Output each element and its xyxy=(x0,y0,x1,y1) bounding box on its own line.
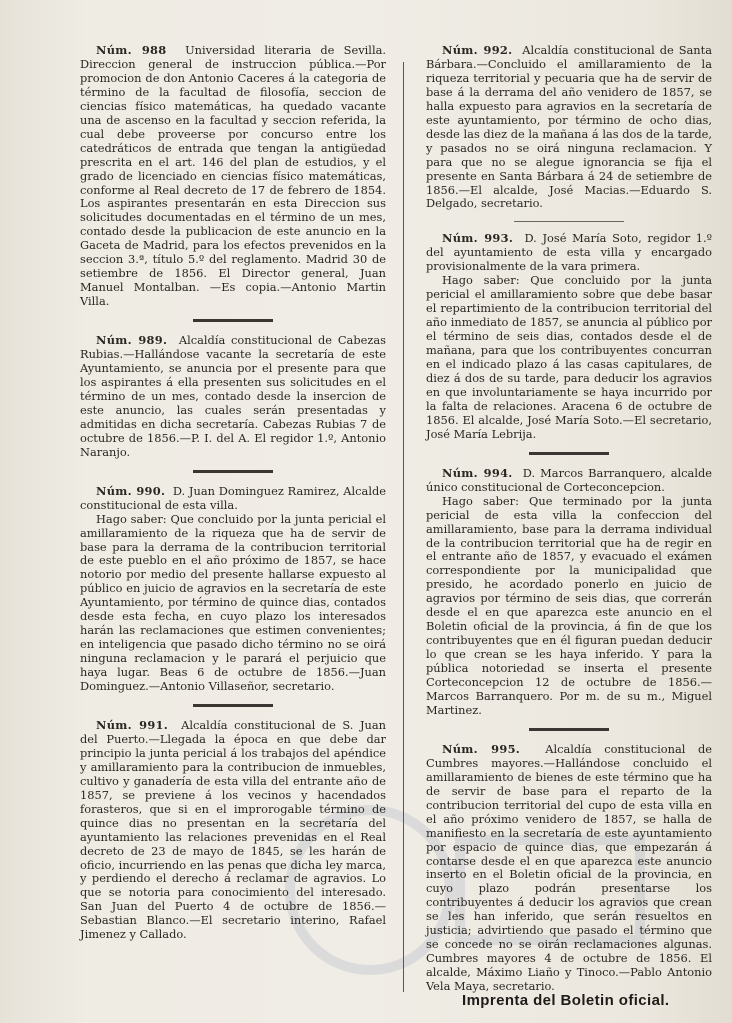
notice-text: Hago saber: Que concluido por la junta pericial el amillaramiento sobre que debe basar el repartimiento de la contribucion territorial del año inmediato de 1857, se anuncia al público por el término de seis dias, contados desde el de mañana, para que los contribuyentes concurran en el indicado plazo á las casas capitulares, de diez á dos de su tarde, para deducir los agravios en que involuntariamente se haya incurrido por la falta de relaciones. Aracena 6 de octubre de 1856. El alcalde, José María Soto.—El secretario, José María Lebrija. xyxy=(426,273,712,441)
separator-rule xyxy=(193,319,273,322)
notice-989 xyxy=(80,334,386,460)
notice-heading: D. Marcos Barranquero, alcalde único constitucional de Corteconcepcion. xyxy=(426,465,712,494)
notice-text: Hago saber: Que concluido por la junta pericial el amillaramiento de la riqueza que ha de servir de base para la derrama de la contribucion territorial de este pueblo en el año próximo de 1857, se hace notorio por medio del presente hallarse expuesto al público en juicio de agravios en la secretaría de este Ayuntamiento, por término de quince dias, contados desde esta fecha, en cuyo plazo los interesados harán las reclamaciones que estimen convenientes; en inteligencia que pasado dicho término no se oirá ninguna reclamacion y le parará el perjuicio que haya lugar. Beas 6 de octubre de 1856.—Juan Dominguez.—Antonio Villaseñor, secretario. xyxy=(80,511,386,694)
notice-number: Núm. 992. xyxy=(442,43,513,57)
notice-993 xyxy=(426,232,712,441)
notice-number: Núm. 991. xyxy=(96,717,169,732)
notice-number: Núm. 990. xyxy=(96,483,166,498)
separator-rule xyxy=(193,470,273,473)
notice-text: Alcaldía constitucional de S. Juan del Puerto.—Llegada la época en que debe dar principio la junta pericial á los trabajos del apéndice y amillaramiento para la contribucion de inmuebles, cultivo y ganadería de esta villa del entrante año de 1857, se previene á los vecinos y hacendados forasteros, que si en el improrogable término de quince dias no presentan en la secretaría del ayuntamiento las relaciones prevenidas en el Real decreto de 23 de mayo de 1845, se les harán de oficio, incurriendo en las penas que dicha ley marca, y perdiendo el derecho á reclamar de agravios. Lo que se notoria para conocimiento del interesado. San Juan del Puerto 4 de octubre de 1856.—Sebastian Blanco.—El secretario interino, Rafael Jimenez y Callado. xyxy=(80,717,386,942)
notice-text: Alcaldía constitucional de Cabezas Rubias.—Hallándose vacante la secretaría de este Ayuntamiento, se anuncia por el presente para que los aspirantes á ella presenten sus solicitudes en el término de un mes, contado desde la insercion de este anuncio, las cuales serán presentadas y admitidas en dicha secretaría. Cabezas Rubias 7 de octubre de 1856.—P. I. del A. El regidor 1.º, Antonio Naranjo. xyxy=(80,333,386,459)
notice-number: Núm. 988 xyxy=(96,43,167,57)
notice-number: Núm. 994. xyxy=(442,465,513,480)
notice-995 xyxy=(426,743,712,994)
notice-number: Núm. 993. xyxy=(442,231,514,246)
column-divider xyxy=(403,62,404,992)
imprint-footer: Imprenta del Boletin oficial. xyxy=(462,992,670,1009)
notice-text: Alcaldía constitucional de Santa Bárbara.—Concluido el amillaramiento de la riqueza territorial y pecuaria que ha de servir de base á la derrama del año venidero de 1857, se halla expuesto para agravios en la secretaría de este ayuntamiento, por término de ocho dias, desde las diez de la mañana á las dos de la tarde, y pasados no se oirá ninguna reclamacion. Y para que no se alegue ignorancia se fija el presente en Santa Bárbara á 24 de setiembre de 1856.—El alcalde, José Macias.—Eduardo S. Delgado, secretario. xyxy=(426,43,713,211)
notice-992 xyxy=(426,44,712,211)
notice-heading: D. José María Soto, regidor 1.º del ayuntamiento de esta villa y encargado provisionalmente de la vara primera. xyxy=(426,231,713,274)
notice-text: Universidad literaria de Sevilla. Direccion general de instruccion pública.—Por promocion de don Antonio Caceres á la categoria de término de la facultad de filosofía, seccion de ciencias físico matemáticas, ha quedado vacante una de ascenso en la facultad y seccion referida, la cual debe proveerse por concurso entre los catedráticos de entrada que tengan la antigüedad prescrita en el art. 146 del plan de estudios, y el grado de licenciado en ciencias físico matemáticas, conforme al Real decreto de 17 de febrero de 1854. Los aspirantes presentarán en esta Direccion sus solicitudes documentadas en el término de un mes, contado desde la publicacion de este anuncio en la Gaceta de Madrid, para los efectos prevenidos en la seccion 3.ª, título 5.º del reglamento. Madrid 30 de setiembre de 1856. El Director general, Juan Manuel Montalban. —Es copia.—Antonio Martin Villa. xyxy=(80,43,387,309)
notice-number: Núm. 995. xyxy=(442,741,521,756)
notice-991 xyxy=(80,719,386,942)
separator-rule xyxy=(529,452,609,455)
notice-988 xyxy=(80,44,386,309)
notice-heading: D. Juan Dominguez Ramirez, Alcalde constitucional de esta villa. xyxy=(80,483,386,512)
separator-rule xyxy=(193,704,273,707)
notice-text: Hago saber: Que terminado por la junta pericial de esta villa la confeccion del amillaramiento, base para la derrama individual de la contribucion territorial que ha de regir en el entrante año de 1857, y evacuado el exámen correspondiente por la municipalidad que presido, he acordado ponerlo en juicio de agravios por término de seis dias, que correrán desde el en que aparezca este anuncio en el Boletin oficial de la provincia, á fin de que los contribuyentes que en él figuran puedan deducir lo que crean se les haya inferido. Y para la pública notoriedad se inserta el presente Corteconcepcion 12 de octubre de 1856.—Marcos Barranquero. Por m. de su m., Miguel Martinez. xyxy=(426,493,712,717)
notice-994 xyxy=(426,467,712,718)
separator-rule xyxy=(514,221,624,222)
separator-rule xyxy=(529,728,609,731)
notice-text: Alcaldía constitucional de Cumbres mayores.—Hallándose concluido el amillaramiento de bienes de este término que ha de servir de base para el reparto de la contribucion territorial del cupo de esta villa en el año próximo venidero de 1857, se halla de manifiesto en la secretaría de este ayuntamiento por espacio de quince dias, que empezarán á contarse desde el en que aparezca este anuncio inserto en el Boletin oficial de la provincia, en cuyo plazo podrán presentarse los contribuyentes á deducir los agravios que crean se les han inferido, que serán resueltos en justicia; advirtiendo que pasado el término que se concede no se oirán reclamaciones algunas. Cumbres mayores 4 de octubre de 1856. El alcalde, Máximo Liaño y Tinoco.—Pablo Antonio Vela Maya, secretario. xyxy=(426,741,712,994)
notice-number: Núm. 989. xyxy=(96,333,168,348)
notice-990 xyxy=(80,485,386,694)
right-column xyxy=(426,44,712,1004)
left-column xyxy=(80,44,386,952)
